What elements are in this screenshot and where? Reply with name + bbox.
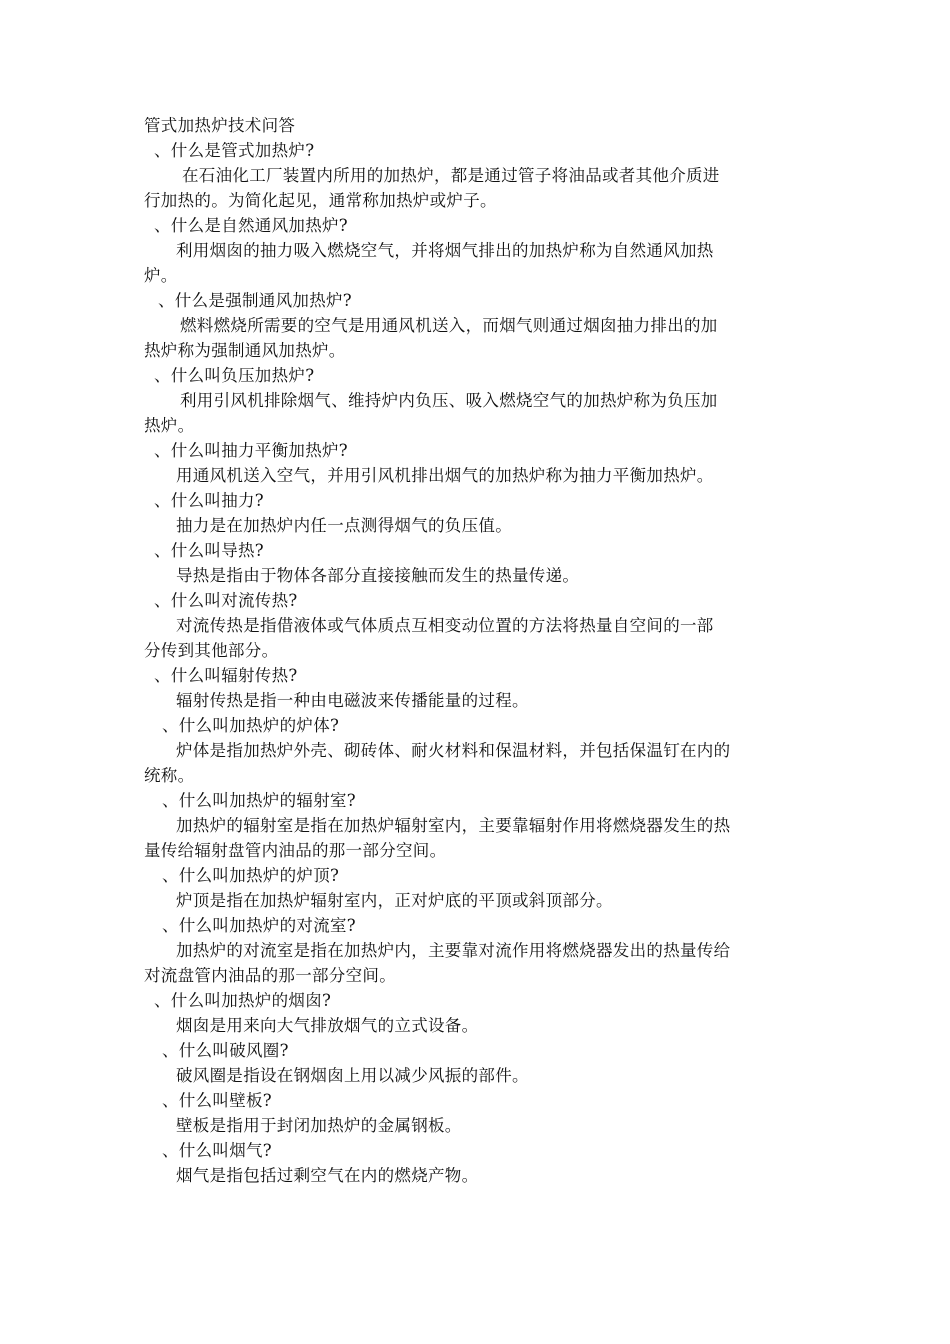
answer-line-continued: 分传到其他部分。 [144, 641, 279, 660]
answer [144, 938, 808, 988]
question [144, 1038, 808, 1063]
question-text: 、什么叫对流传热? [154, 591, 298, 610]
question-text: 、什么叫烟气? [162, 1141, 272, 1160]
question-text: 、什么叫破风圈? [162, 1041, 289, 1060]
question-text: 、什么叫加热炉的炉体? [162, 716, 340, 735]
answer-line: 用通风机送入空气，并用引风机排出烟气的加热炉称为抽力平衡加热炉。 [176, 466, 714, 485]
answer-line: 利用引风机排除烟气、维持炉内负压、吸入燃烧空气的加热炉称为负压加 [180, 391, 718, 410]
question-text: 、什么叫抽力? [154, 491, 264, 510]
question-text: 、什么叫辐射传热? [154, 666, 298, 685]
document-body [144, 113, 808, 1188]
question [144, 713, 808, 738]
question [144, 363, 808, 388]
question [144, 138, 808, 163]
answer-line: 辐射传热是指一种由电磁波来传播能量的过程。 [176, 691, 529, 710]
question [144, 213, 808, 238]
answer-line: 对流传热是指借液体或气体质点互相变动位置的方法将热量自空间的一部 [176, 616, 714, 635]
question [144, 488, 808, 513]
answer-line-continued: 热炉。 [144, 416, 195, 435]
answer-line: 燃料燃烧所需要的空气是用通风机送入，而烟气则通过烟囱抽力排出的加 [180, 316, 718, 335]
answer-line-continued: 炉。 [144, 266, 178, 285]
answer [144, 1113, 808, 1138]
question [144, 438, 808, 463]
answer-line-continued: 对流盘管内油品的那一部分空间。 [144, 966, 396, 985]
document-title: 管式加热炉技术问答 [144, 116, 296, 135]
question-text: 、什么叫加热炉的炉顶? [162, 866, 340, 885]
answer-line: 炉顶是指在加热炉辐射室内，正对炉底的平顶或斜顶部分。 [176, 891, 613, 910]
answer [144, 563, 808, 588]
answer-line-continued: 热炉称为强制通风加热炉。 [144, 341, 346, 360]
answer-line-continued: 行加热的。为简化起见，通常称加热炉或炉子。 [144, 191, 497, 210]
question [144, 1138, 808, 1163]
answer-line: 烟气是指包括过剩空气在内的燃烧产物。 [176, 1166, 479, 1185]
answer-line: 加热炉的对流室是指在加热炉内，主要靠对流作用将燃烧器发出的热量传给 [176, 941, 731, 960]
answer [144, 163, 808, 213]
question [144, 788, 808, 813]
qa-list [144, 138, 808, 1188]
answer-line: 烟囱是用来向大气排放烟气的立式设备。 [176, 1016, 479, 1035]
question [144, 863, 808, 888]
question-text: 、什么叫加热炉的对流室? [162, 916, 356, 935]
answer-line: 加热炉的辐射室是指在加热炉辐射室内，主要靠辐射作用将燃烧器发生的热 [176, 816, 731, 835]
answer-line: 导热是指由于物体各部分直接接触而发生的热量传递。 [176, 566, 580, 585]
answer [144, 1063, 808, 1088]
question-text: 、什么叫加热炉的辐射室? [162, 791, 356, 810]
answer [144, 238, 808, 288]
question-text: 、什么叫导热? [154, 541, 264, 560]
answer-line: 抽力是在加热炉内任一点测得烟气的负压值。 [176, 516, 512, 535]
question [144, 988, 808, 1013]
answer [144, 313, 808, 363]
answer-line: 利用烟囱的抽力吸入燃烧空气，并将烟气排出的加热炉称为自然通风加热 [176, 241, 714, 260]
question [144, 288, 808, 313]
answer [144, 1163, 808, 1188]
answer [144, 738, 808, 788]
answer [144, 613, 808, 663]
question [144, 663, 808, 688]
answer [144, 463, 808, 488]
question [144, 588, 808, 613]
answer [144, 388, 808, 438]
answer [144, 688, 808, 713]
answer-line-continued: 统称。 [144, 766, 195, 785]
question [144, 913, 808, 938]
question-text: 、什么叫壁板? [162, 1091, 272, 1110]
answer-line: 破风圈是指设在钢烟囱上用以减少风振的部件。 [176, 1066, 529, 1085]
answer [144, 888, 808, 913]
question-text: 、什么是管式加热炉? [154, 141, 315, 160]
question-text: 、什么是自然通风加热炉? [154, 216, 348, 235]
answer-line: 壁板是指用于封闭加热炉的金属钢板。 [176, 1116, 462, 1135]
question-text: 、什么叫抽力平衡加热炉? [154, 441, 348, 460]
question [144, 1088, 808, 1113]
answer [144, 513, 808, 538]
answer-line: 炉体是指加热炉外壳、砌砖体、耐火材料和保温材料，并包括保温钉在内的 [176, 741, 731, 760]
question-text: 、什么叫负压加热炉? [154, 366, 315, 385]
answer-line: 在石油化工厂装置内所用的加热炉，都是通过管子将油品或者其他介质进 [182, 166, 720, 185]
question-text: 、什么叫加热炉的烟囱? [154, 991, 332, 1010]
question [144, 538, 808, 563]
answer-line-continued: 量传给辐射盘管内油品的那一部分空间。 [144, 841, 447, 860]
answer [144, 1013, 808, 1038]
answer [144, 813, 808, 863]
question-text: 、什么是强制通风加热炉? [158, 291, 352, 310]
